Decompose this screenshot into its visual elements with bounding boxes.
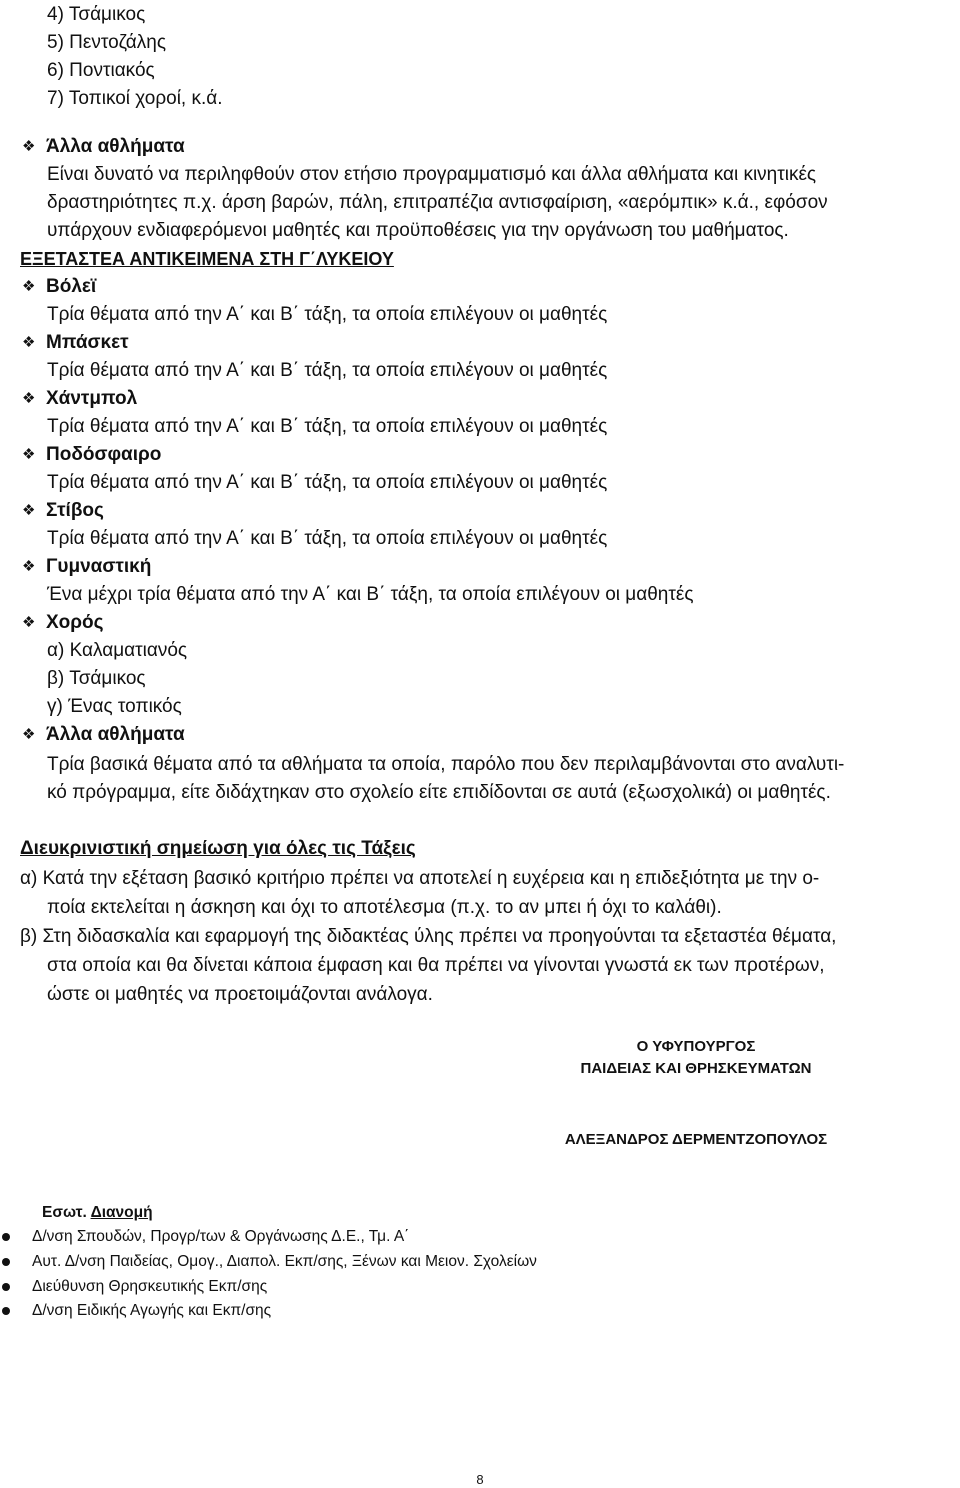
section-title: ΕΞΕΤΑΣΤΕΑ ΑΝΤΙΚΕΙΜΕΝΑ ΣΤΗ Γ΄ΛΥΚΕΙΟΥ (20, 249, 394, 269)
page-number: 8 (476, 1472, 484, 1487)
subject-description: κό πρόγραμμα, είτε διδάχτηκαν στο σχολείο είτε επιδίδονται σε αυτά (εξωσχολικά) οι μαθητές. (47, 782, 831, 803)
diamond-cluster-icon: ❖ (22, 558, 36, 575)
subject-heading: ❖ Άλλα αθλήματα (22, 722, 185, 748)
other-sports-line: υπάρχουν ενδιαφερόμενοι μαθητές και προϋποθέσεις για την οργάνωση του μαθήματος. (47, 220, 789, 241)
note-item-a: α) Κατά την εξέταση βασικό κριτήριο πρέπει να αποτελεί η ευχέρεια και η επιδεξιότητα με την ο- (20, 868, 820, 889)
subject-heading: ❖ Γυμναστική (22, 554, 151, 580)
diamond-cluster-icon: ❖ (22, 726, 36, 743)
dance-list-item: 5) Πεντοζάλης (47, 32, 166, 53)
note-item-b-cont: στα οποία και θα δίνεται κάποια έμφαση και θα πρέπει να γίνονται γνωστά εκ των προτέρων, (47, 955, 825, 976)
diamond-cluster-icon: ❖ (22, 502, 36, 519)
subject-heading: ❖ Μπάσκετ (22, 330, 129, 356)
diamond-cluster-icon: ❖ (22, 138, 36, 155)
distribution-item: Δ/νση Σπουδών, Προγρ/των & Οργάνωσης Δ.Ε., Τμ. Α΄ (32, 1228, 410, 1245)
dance-option: α) Καλαματιανός (47, 640, 188, 661)
subject-description: Τρία βασικά θέματα από τα αθλήματα τα οποία, παρόλο που δεν περιλαμβάνονται στο αναλυτι- (47, 754, 845, 775)
signature-name: ΑΛΕΞΑΝΔΡΟΣ ΔΕΡΜΕΝΤΖΟΠΟΥΛΟΣ (564, 1131, 828, 1148)
subject-description: Τρία θέματα από την Α΄ και Β΄ τάξη, τα οποία επιλέγουν οι μαθητές (47, 360, 608, 381)
diamond-cluster-icon: ❖ (22, 278, 36, 295)
subject-description: Τρία θέματα από την Α΄ και Β΄ τάξη, τα οποία επιλέγουν οι μαθητές (47, 528, 608, 549)
subject-description: Τρία θέματα από την Α΄ και Β΄ τάξη, τα οποία επιλέγουν οι μαθητές (47, 416, 608, 437)
note-item-b: β) Στη διδασκαλία και εφαρμογή της διδακτέας ύλης πρέπει να προηγούνται τα εξεταστέα θέματα, (20, 926, 837, 947)
signature-role: Ο ΥΦΥΠΟΥΡΓΟΣ (636, 1038, 756, 1055)
subject-description: Τρία θέματα από την Α΄ και Β΄ τάξη, τα οποία επιλέγουν οι μαθητές (47, 304, 608, 325)
diamond-cluster-icon: ❖ (22, 390, 36, 407)
subject-heading: ❖ Βόλεϊ (22, 274, 96, 300)
note-item-a-cont: ποία εκτελείται η άσκηση και όχι το αποτέλεσμα (π.χ. το αν μπει ή όχι το καλάθι). (47, 897, 722, 918)
bullet-dot-icon (2, 1307, 10, 1315)
diamond-cluster-icon: ❖ (22, 446, 36, 463)
subject-description: Τρία θέματα από την Α΄ και Β΄ τάξη, τα οποία επιλέγουν οι μαθητές (47, 472, 608, 493)
dance-option: β) Τσάμικος (47, 668, 146, 689)
distribution-item: Δ/νση Ειδικής Αγωγής και Εκπ/σης (32, 1302, 272, 1319)
note-item-b-cont: ώστε οι μαθητές να προετοιμάζονται ανάλογα. (47, 984, 433, 1005)
subject-heading: ❖ Στίβος (22, 498, 104, 524)
distribution-item: Αυτ. Δ/νση Παιδείας, Ομογ., Διαπολ. Εκπ/σης, Ξένων και Μειον. Σχολείων (32, 1253, 537, 1270)
subject-heading: ❖ Χορός (22, 610, 104, 636)
diamond-cluster-icon: ❖ (22, 334, 36, 351)
dance-list-item: 4) Τσάμικος (47, 4, 146, 25)
note-title: Διευκρινιστική σημείωση για όλες τις Τάξεις (20, 838, 416, 859)
dance-option: γ) Ένας τοπικός (47, 696, 182, 717)
bullet-dot-icon (2, 1283, 10, 1291)
bullet-dot-icon (2, 1258, 10, 1266)
subject-description: Ένα μέχρι τρία θέματα από την Α΄ και Β΄ τάξη, τα οποία επιλέγουν οι μαθητές (47, 584, 694, 605)
signature-ministry: ΠΑΙΔΕΙΑΣ ΚΑΙ ΘΡΗΣΚΕΥΜΑΤΩΝ (580, 1060, 812, 1077)
other-sports-line: Είναι δυνατό να περιληφθούν στον ετήσιο προγραμματισμό και άλλα αθλήματα και κινητικές (47, 164, 817, 185)
diamond-cluster-icon: ❖ (22, 614, 36, 631)
other-sports-heading: ❖ Άλλα αθλήματα (22, 134, 185, 160)
other-sports-line: δραστηριότητες π.χ. άρση βαρών, πάλη, επιτραπέζια αντισφαίριση, «αερόμπικ» κ.ά., εφόσον (47, 192, 828, 213)
dance-list-item: 6) Ποντιακός (47, 60, 155, 81)
bullet-dot-icon (2, 1233, 10, 1241)
dance-list-item: 7) Τοπικοί χοροί, κ.ά. (47, 88, 223, 109)
subject-heading: ❖ Ποδόσφαιρο (22, 442, 161, 468)
distribution-label: Εσωτ. Διανομή (42, 1204, 153, 1221)
subject-heading: ❖ Χάντμπολ (22, 386, 137, 412)
distribution-item: Διεύθυνση Θρησκευτικής Εκπ/σης (32, 1278, 268, 1295)
